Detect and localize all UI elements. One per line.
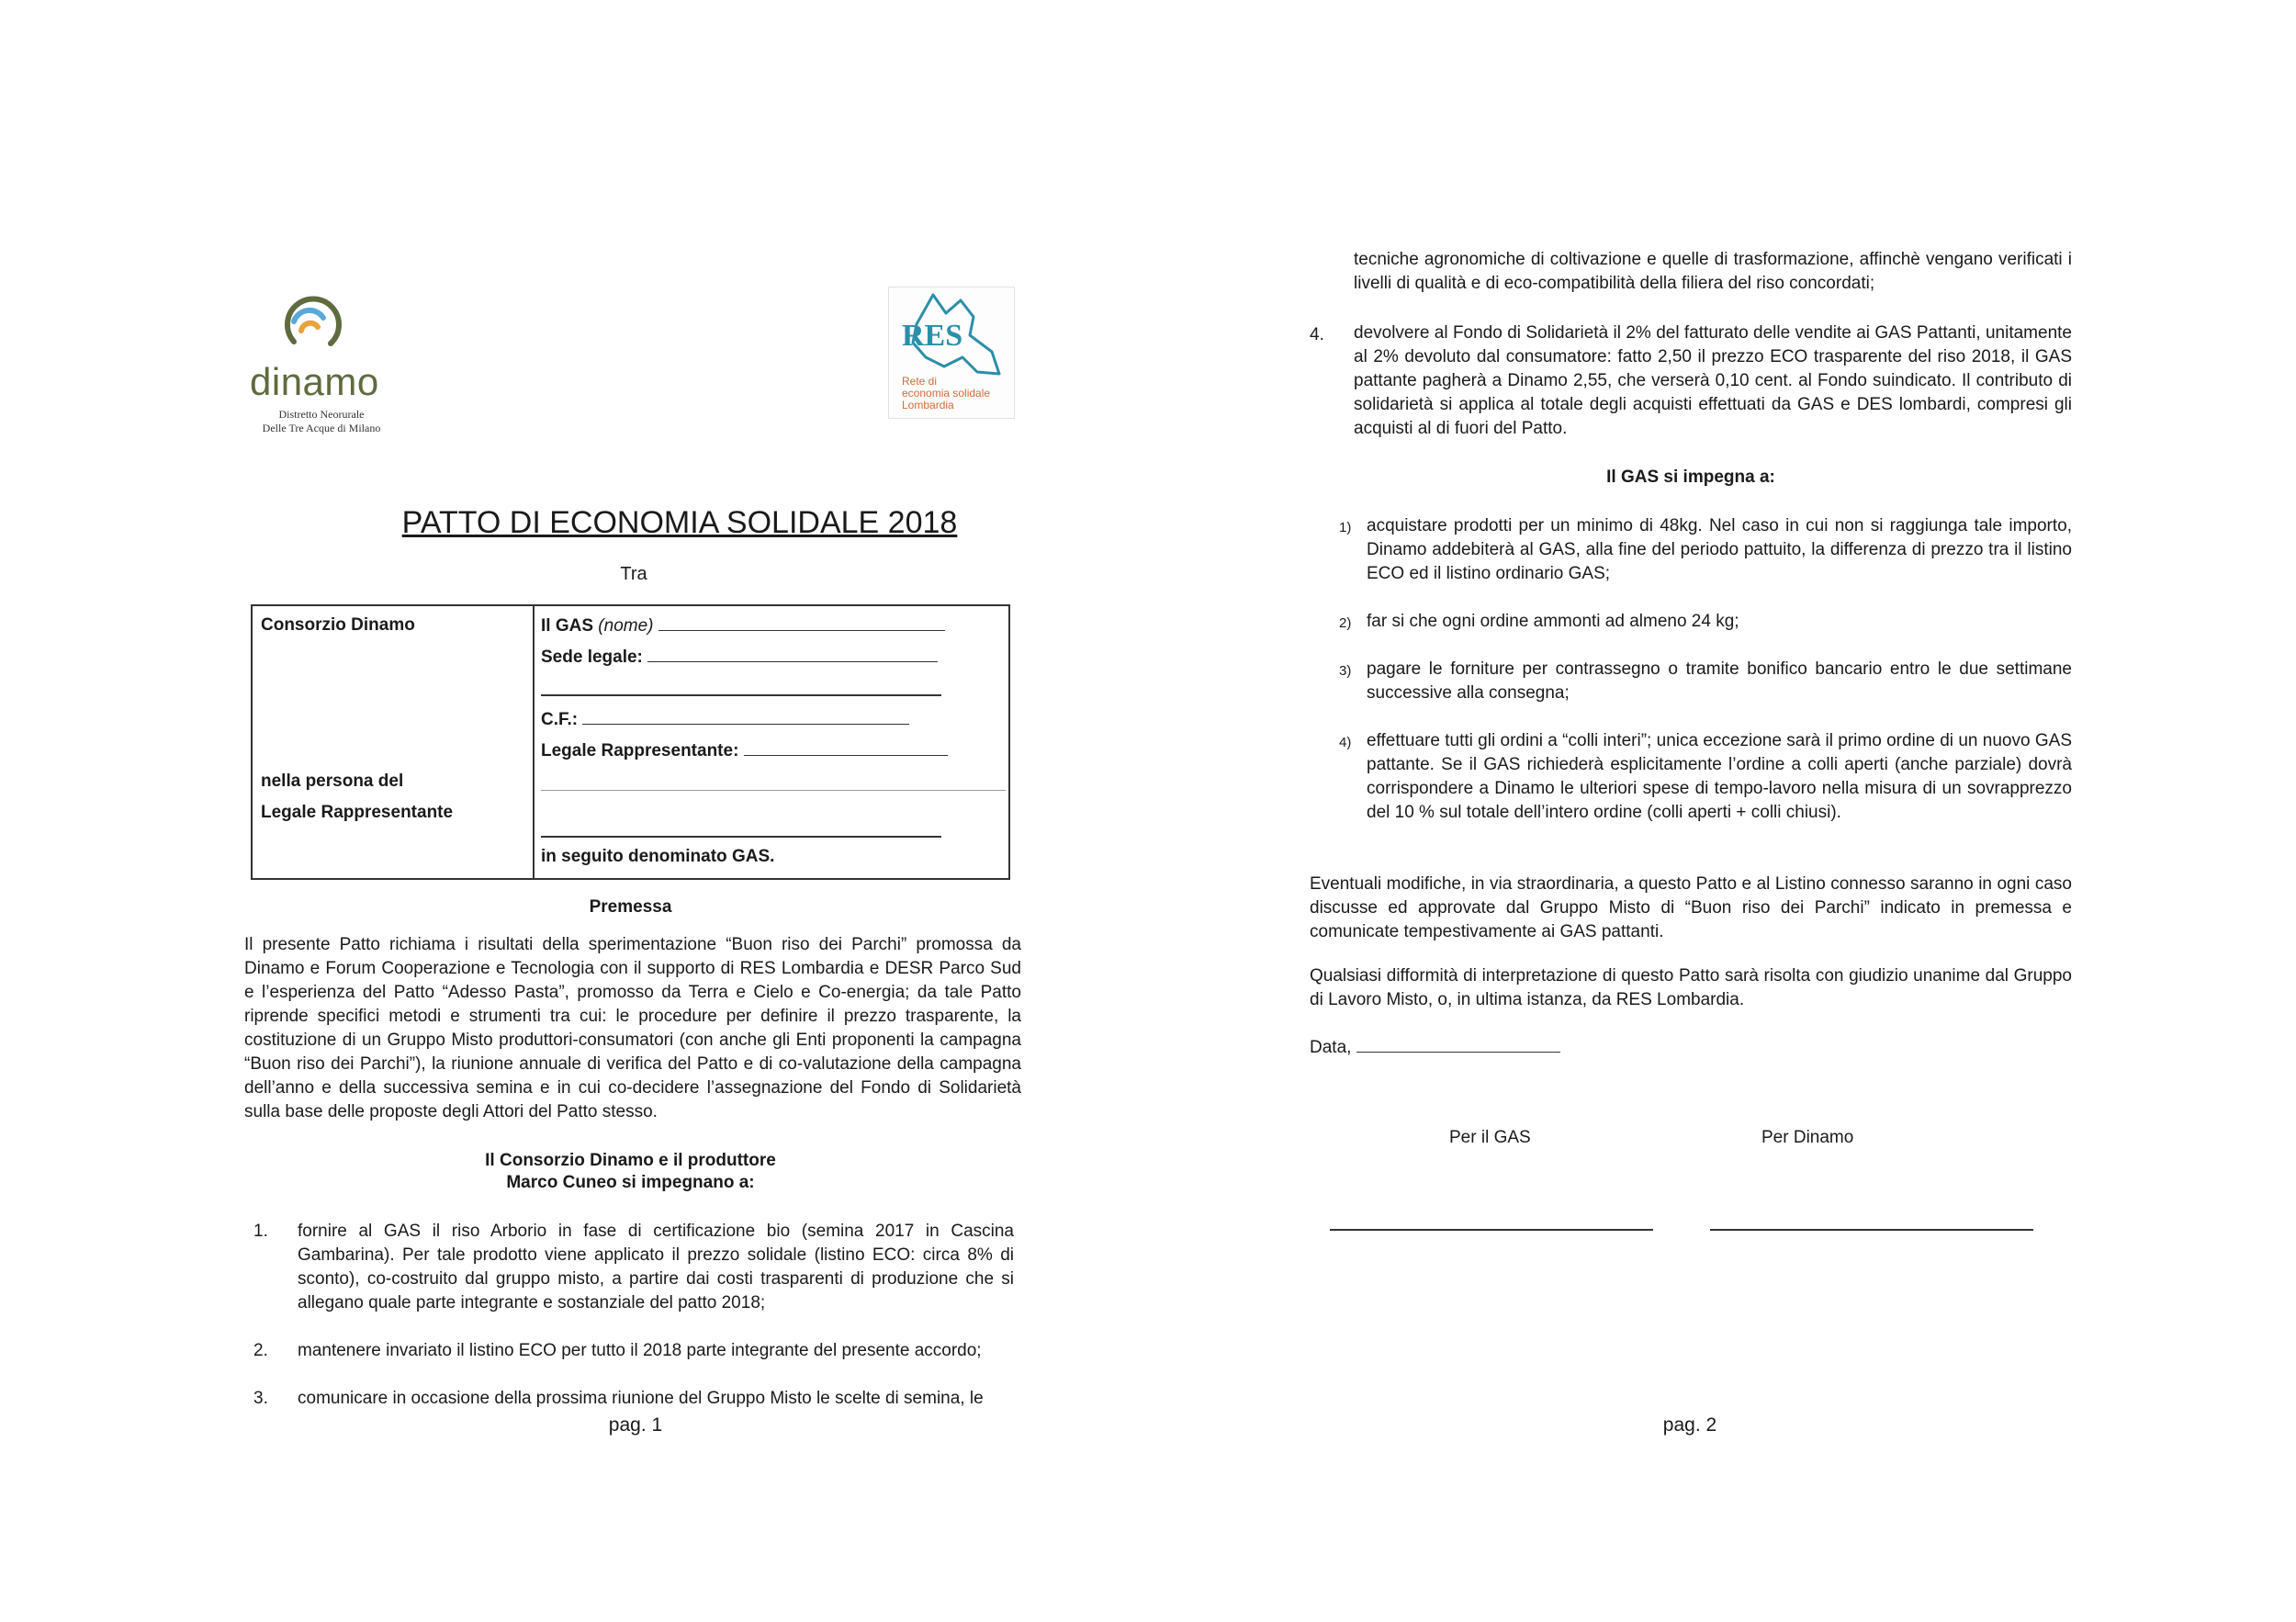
- item-number: 2.: [253, 1341, 268, 1360]
- res-subtitle-line-2: economia solidale: [902, 387, 991, 400]
- per-gas-label: Per il GAS: [1449, 1128, 1531, 1147]
- rappresentante-line-2[interactable]: [541, 836, 941, 838]
- cf-label: C.F.:: [541, 710, 579, 729]
- legale-rappresentante-field[interactable]: [744, 740, 948, 756]
- premessa-heading: Premessa: [589, 897, 672, 917]
- res-logo-name: RES: [902, 319, 963, 353]
- page-number-2: pag. 2: [1662, 1414, 1717, 1436]
- sede-legale-row: [541, 647, 938, 668]
- parties-table: [251, 604, 1010, 880]
- data-row: [1310, 1036, 1560, 1060]
- sede-legale-field[interactable]: [647, 647, 938, 662]
- res-logo: [888, 287, 1015, 419]
- table-divider: [533, 606, 535, 878]
- tra-label: Tra: [620, 564, 647, 584]
- gas-item-number: 2): [1339, 615, 1352, 631]
- item-number: 3.: [253, 1389, 268, 1408]
- cf-field[interactable]: [582, 709, 909, 725]
- data-field[interactable]: [1356, 1037, 1560, 1053]
- gas-list-item: pagare le forniture per contrassegno o tramite bonifico bancario entro le due settimane successive alla consegna;: [1367, 659, 2072, 703]
- consorzio-heading: [251, 1150, 1010, 1194]
- gas-name-field[interactable]: [658, 615, 945, 631]
- gas-list-item: effettuare tutti gli ordini a “colli interi”; unica eccezione sarà il primo ordine di un nuovo GAS pattante. Se il GAS richiederà esplicitamente l’ordine a colli aperti (anche parziale) dovrà corrispondere a Dinamo le ulteriori spese di tempo-lavoro nella misura di un sovrapprezzo del 10 % sul totale dell’intero ordine (colli aperti + colli chiusi).: [1367, 731, 2072, 822]
- sede-legale-field-2[interactable]: [541, 694, 941, 696]
- res-subtitle-line-1: Rete di: [902, 375, 938, 388]
- list-item: mantenere invariato il listino ECO per tutto il 2018 parte integrante del presente accordo;: [298, 1341, 982, 1360]
- page-number-1: pag. 1: [608, 1414, 663, 1436]
- gas-item-number: 1): [1339, 520, 1352, 535]
- dinamo-logo-subtitle: [248, 408, 395, 435]
- list-item: fornire al GAS il riso Arborio in fase di certificazione bio (semina 2017 in Cascina Gambarina). Per tale prodotto viene applicato il prezzo solidale (listino ECO: circa 8% di sconto), co-costruito dal gruppo misto, a partire dai costi trasparenti di produzione che si allegano quale parte integrante e sostanziale del patto 2018;: [298, 1222, 1014, 1312]
- premessa-paragraph: Il presente Patto richiama i risultati della sperimentazione “Buon riso dei Parchi” promossa da Dinamo e Forum Cooperazione e Tecnologia con il supporto di RES Lombardia e DESR Parco Sud e l’esperienza del Patto “Adesso Pasta”, promosso da Terra e Cielo e Co-energia; da tale Patto riprende specifici metodi e strumenti tra cui: le procedure per definire il prezzo trasparente, la costituzione di un Gruppo Misto produttori-consumatori (con anche gli Enti proponenti la campagna “Buon riso dei Parchi”), la riunione annuale di verifica del Patto e di co-valutazione della campagna dell’anno e della successiva semina e in cui co-decidere l’assegnazione del Fondo di Solidarietà sulla base delle proposte degli Attori del Patto stesso.: [244, 935, 1021, 1121]
- item-number: 4.: [1310, 325, 1324, 344]
- dinamo-logo: [248, 287, 395, 434]
- gas-item-number: 4): [1339, 735, 1352, 750]
- res-logo-subtitle: [902, 376, 990, 411]
- per-dinamo-label: Per Dinamo: [1761, 1128, 1854, 1147]
- legale-rappresentante-label: Legale Rappresentante: [261, 803, 454, 822]
- gas-nome-hint: (nome): [598, 616, 654, 636]
- gas-item-number: 3): [1339, 663, 1352, 679]
- legale-row: [541, 740, 948, 761]
- sede-legale-label: Sede legale:: [541, 648, 643, 667]
- consorzio-dinamo-label: Consorzio Dinamo: [261, 615, 415, 635]
- consorzio-heading-line-2: Marco Cuneo si impegnano a:: [506, 1173, 755, 1192]
- dinamo-rings-icon: [248, 287, 395, 360]
- gas-list-item: far si che ogni ordine ammonti ad almeno 24 kg;: [1367, 612, 1739, 631]
- consorzio-heading-line-1: Il Consorzio Dinamo e il produttore: [485, 1151, 776, 1170]
- item-3-continuation: tecniche agronomiche di coltivazione e quelle di trasformazione, affinchè vengano verificati i livelli di qualità e di eco-compatibilità della filiera del riso concordati;: [1354, 250, 2072, 293]
- gas-name-row: [541, 615, 945, 636]
- dinamo-subtitle-line-2: Delle Tre Acque di Milano: [262, 422, 381, 434]
- difformita-paragraph: Qualsiasi difformità di interpretazione di questo Patto sarà risolta con giudizio unanime dal Gruppo di Lavoro Misto, o, in ultima istanza, da RES Lombardia.: [1310, 966, 2072, 1009]
- legale-rappresentante-field-label: Legale Rappresentante:: [541, 741, 739, 760]
- dinamo-subtitle-line-1: Distretto Neorurale: [278, 408, 365, 421]
- modifiche-paragraph: Eventuali modifiche, in via straordinaria, a questo Patto e al Listino connesso saranno in ogni caso discusse ed approvate dal Gruppo Misto di “Buon riso dei Parchi” indicato in premessa e comunicate tempestivamente ai GAS pattanti.: [1310, 874, 2072, 941]
- gas-list-item: acquistare prodotti per un minimo di 48kg. Nel caso in cui non si raggiunga tale importo, Dinamo addebiterà al GAS, alla fine del periodo pattuito, la differenza di prezzo tra il listino ECO ed il listino ordinario GAS;: [1367, 516, 2072, 583]
- list-item: comunicare in occasione della prossima riunione del Gruppo Misto le scelte di semina, le: [298, 1389, 984, 1408]
- item-number: 1.: [253, 1222, 268, 1241]
- data-label: Data,: [1310, 1038, 1352, 1057]
- dinamo-signature-line[interactable]: [1710, 1229, 2033, 1231]
- gas-signature-line[interactable]: [1330, 1229, 1653, 1231]
- rappresentante-line-1[interactable]: [541, 790, 1006, 791]
- denominato-gas-label: in seguito denominato GAS.: [541, 847, 775, 866]
- cf-row: [541, 709, 909, 730]
- nella-persona-label: nella persona del: [261, 772, 404, 791]
- res-subtitle-line-3: Lombardia: [902, 399, 954, 411]
- dinamo-logo-name: dinamo: [250, 360, 379, 403]
- gas-heading: Il GAS si impegna a:: [1606, 467, 1775, 487]
- list-item: devolvere al Fondo di Solidarietà il 2% del fatturato delle vendite ai GAS Pattanti, unitamente al 2% devoluto dal consumatore: fatto 2,50 il prezzo ECO trasparente del riso 2018, il GAS pattante pagherà a Dinamo 2,55, che verserà 0,10 cent. al Fondo suindicato. Il contributo di solidarietà si applica al totale degli acquisti effettuati da GAS e DES lombardi, compresi gli acquisti al di fuori del Patto.: [1354, 323, 2072, 438]
- gas-label: Il GAS: [541, 616, 594, 636]
- document-title: PATTO DI ECONOMIA SOLIDALE 2018: [401, 505, 958, 540]
